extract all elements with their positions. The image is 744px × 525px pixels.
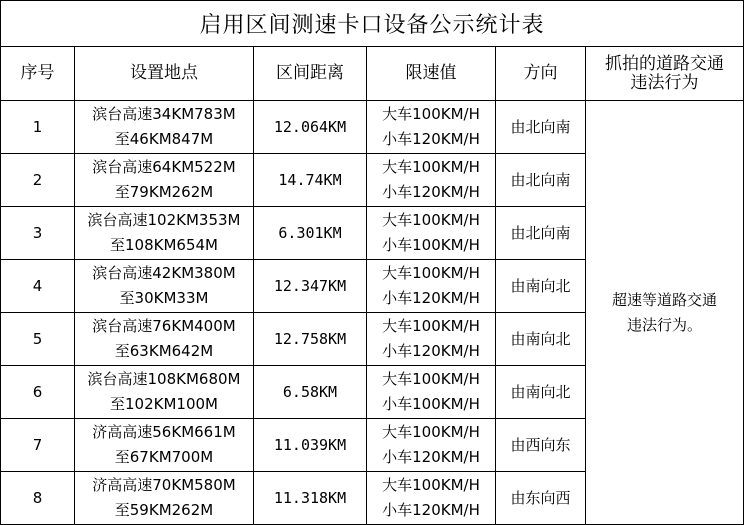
location-from: 济高高速56KM661M — [92, 423, 236, 441]
speed-limit-large-vehicle: 大车100KM/H — [382, 211, 480, 229]
speed-limit-large-vehicle: 大车100KM/H — [382, 158, 480, 176]
table-row — [1, 101, 744, 154]
header-index: 序号 — [1, 47, 75, 101]
location-to: 至30KM33M — [119, 289, 209, 307]
cell-violation — [586, 101, 744, 525]
cell-index: 1 — [1, 101, 75, 154]
location-to: 至59KM262M — [114, 501, 214, 519]
table-body — [1, 101, 744, 525]
speed-limit-large-vehicle: 大车100KM/H — [382, 317, 480, 335]
location-from: 滨台高速76KM400M — [92, 317, 236, 335]
cell-speed-limit — [367, 207, 496, 260]
cell-distance: 6.58KM — [254, 366, 367, 419]
cell-location — [75, 366, 254, 419]
location-from: 滨台高速108KM680M — [87, 370, 241, 388]
cell-direction: 由北向南 — [496, 154, 586, 207]
cell-distance: 12.758KM — [254, 313, 367, 366]
speed-limit-small-vehicle: 小车120KM/H — [382, 448, 480, 466]
speed-limit-large-vehicle: 大车100KM/H — [382, 105, 480, 123]
cell-direction: 由北向南 — [496, 207, 586, 260]
cell-speed-limit — [367, 366, 496, 419]
cell-location — [75, 313, 254, 366]
location-from: 济高高速70KM580M — [92, 476, 236, 494]
location-from: 滨台高速34KM783M — [92, 105, 236, 123]
cell-direction: 由北向南 — [496, 101, 586, 154]
cell-distance: 12.347KM — [254, 260, 367, 313]
cell-location — [75, 419, 254, 472]
speed-limit-large-vehicle: 大车100KM/H — [382, 476, 480, 494]
speed-limit-small-vehicle: 小车120KM/H — [382, 342, 480, 360]
speed-limit-small-vehicle: 小车120KM/H — [382, 289, 480, 307]
header-speed-limit: 限速值 — [367, 47, 496, 101]
cell-distance: 14.74KM — [254, 154, 367, 207]
violation-line2: 违法行为。 — [627, 315, 703, 334]
speed-limit-small-vehicle: 小车120KM/H — [382, 130, 480, 148]
speed-limit-small-vehicle: 小车120KM/H — [382, 501, 480, 519]
cell-location — [75, 154, 254, 207]
cell-speed-limit — [367, 260, 496, 313]
cell-distance: 12.064KM — [254, 101, 367, 154]
speed-limit-large-vehicle: 大车100KM/H — [382, 264, 480, 282]
cell-speed-limit — [367, 313, 496, 366]
location-to: 至108KM654M — [110, 236, 218, 254]
cell-speed-limit — [367, 154, 496, 207]
speed-limit-large-vehicle: 大车100KM/H — [382, 370, 480, 388]
cell-location — [75, 472, 254, 525]
table-title: 启用区间测速卡口设备公示统计表 — [1, 1, 744, 47]
cell-distance: 11.039KM — [254, 419, 367, 472]
cell-location — [75, 101, 254, 154]
header-violation — [586, 47, 744, 101]
location-to: 至79KM262M — [114, 183, 214, 201]
cell-direction: 由南向北 — [496, 313, 586, 366]
speed-limit-large-vehicle: 大车100KM/H — [382, 423, 480, 441]
violation-line1: 超速等道路交通 — [612, 290, 718, 309]
cell-index: 4 — [1, 260, 75, 313]
cell-distance: 11.318KM — [254, 472, 367, 525]
cell-location — [75, 260, 254, 313]
header-direction: 方向 — [496, 47, 586, 101]
speed-limit-small-vehicle: 小车100KM/H — [382, 236, 480, 254]
cell-location — [75, 207, 254, 260]
location-from: 滨台高速102KM353M — [87, 211, 241, 229]
cell-speed-limit — [367, 101, 496, 154]
cell-index: 6 — [1, 366, 75, 419]
cell-direction: 由南向北 — [496, 260, 586, 313]
header-violation-line2: 违法行为 — [630, 72, 699, 93]
location-to: 至46KM847M — [114, 130, 214, 148]
cell-index: 3 — [1, 207, 75, 260]
cell-direction: 由西向东 — [496, 419, 586, 472]
location-to: 至63KM642M — [114, 342, 214, 360]
cell-speed-limit — [367, 472, 496, 525]
header-violation-line1: 抓拍的道路交通 — [605, 53, 725, 74]
location-from: 滨台高速64KM522M — [92, 158, 236, 176]
header-distance: 区间距离 — [254, 47, 367, 101]
cell-direction: 由南向北 — [496, 366, 586, 419]
cell-distance: 6.301KM — [254, 207, 367, 260]
cell-index: 7 — [1, 419, 75, 472]
location-to: 至67KM700M — [114, 448, 214, 466]
header-location: 设置地点 — [75, 47, 254, 101]
speed-limit-small-vehicle: 小车120KM/H — [382, 183, 480, 201]
location-to: 至102KM100M — [110, 395, 218, 413]
cell-index: 8 — [1, 472, 75, 525]
cell-index: 2 — [1, 154, 75, 207]
cell-direction: 由东向西 — [496, 472, 586, 525]
location-from: 滨台高速42KM380M — [92, 264, 236, 282]
cell-speed-limit — [367, 419, 496, 472]
speed-limit-small-vehicle: 小车100KM/H — [382, 395, 480, 413]
cell-index: 5 — [1, 313, 75, 366]
header-row — [1, 47, 744, 101]
